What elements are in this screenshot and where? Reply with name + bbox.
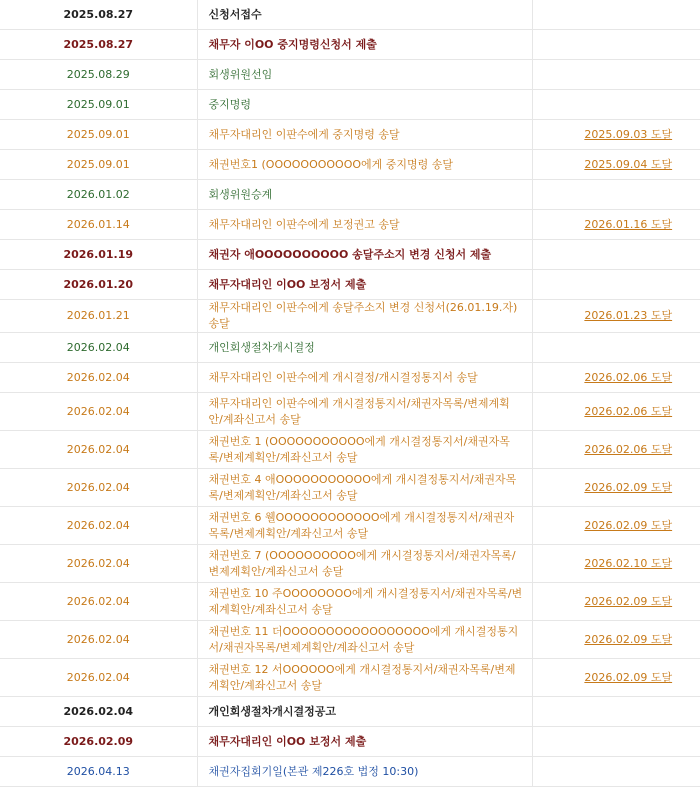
row-status-cell — [532, 150, 700, 180]
row-description: 신청서접수 — [197, 0, 532, 30]
table-row — [0, 697, 700, 727]
row-description: 채권번호1 (OOOOOOOOOOO에게 중지명령 송달 — [197, 150, 532, 180]
row-date: 2026.02.04 — [0, 469, 197, 507]
row-description: 채권번호 4 애OOOOOOOOOOO에게 개시결정통지서/채권자목록/변제계획안/계좌신고서 송달 — [197, 469, 532, 507]
table-row — [0, 545, 700, 583]
row-status-cell — [532, 469, 700, 507]
row-description: 채권번호 7 (OOOOOOOOOO에게 개시결정통지서/채권자목록/변제계획안/계좌신고서 송달 — [197, 545, 532, 583]
table-row — [0, 300, 700, 333]
row-description: 회생위원선임 — [197, 60, 532, 90]
row-status-cell — [532, 333, 700, 363]
row-date: 2026.02.09 — [0, 727, 197, 757]
row-description: 채무자대리인 이판수에게 중지명령 송달 — [197, 120, 532, 150]
delivery-status-link[interactable]: 2026.02.06 도달 — [584, 442, 673, 456]
row-status-cell — [532, 210, 700, 240]
row-status-cell — [532, 727, 700, 757]
table-row — [0, 120, 700, 150]
delivery-status-link[interactable]: 2026.01.23 도달 — [584, 309, 673, 322]
row-status-cell — [532, 621, 700, 659]
row-description: 채무자 이OO 중지명령신청서 제출 — [197, 30, 532, 60]
table-row — [0, 583, 700, 621]
table-row — [0, 659, 700, 697]
delivery-status-link[interactable]: 2026.02.09 도달 — [584, 518, 673, 532]
row-date: 2026.02.04 — [0, 545, 197, 583]
row-description: 채권번호 1 (OOOOOOOOOOO에게 개시결정통지서/채권자목록/변제계획안/계좌신고서 송달 — [197, 431, 532, 469]
table-row — [0, 0, 700, 30]
row-description: 개인회생절차개시결정공고 — [197, 697, 532, 727]
row-date: 2025.09.01 — [0, 90, 197, 120]
row-date: 2026.02.04 — [0, 431, 197, 469]
row-date: 2025.08.27 — [0, 0, 197, 30]
delivery-status-link[interactable]: 2026.02.09 도달 — [584, 594, 673, 608]
table-row — [0, 727, 700, 757]
delivery-status-link[interactable]: 2026.02.09 도달 — [584, 670, 673, 684]
table-row — [0, 60, 700, 90]
delivery-status-link[interactable]: 2025.09.03 도달 — [584, 127, 673, 141]
row-description: 채무자대리인 이판수에게 보정권고 송달 — [197, 210, 532, 240]
table-row — [0, 757, 700, 787]
row-status-cell — [532, 180, 700, 210]
row-date: 2026.04.13 — [0, 757, 197, 787]
row-status-cell — [532, 393, 700, 431]
row-date: 2026.02.04 — [0, 659, 197, 697]
row-description: 채무자대리인 이OO 보정서 제출 — [197, 270, 532, 300]
row-date: 2025.09.01 — [0, 120, 197, 150]
row-date: 2026.01.21 — [0, 300, 197, 333]
table-row — [0, 240, 700, 270]
row-status-cell — [532, 431, 700, 469]
table-row — [0, 210, 700, 240]
row-description: 채무자대리인 이OO 보정서 제출 — [197, 727, 532, 757]
row-status-cell — [532, 90, 700, 120]
row-date: 2026.02.04 — [0, 507, 197, 545]
row-date: 2026.02.04 — [0, 363, 197, 393]
row-date: 2026.02.04 — [0, 333, 197, 363]
table-row — [0, 30, 700, 60]
row-status-cell — [532, 0, 700, 30]
row-description: 채권번호 10 주OOOOOOOO에게 개시결정통지서/채권자목록/변제계획안/계좌신고서 송달 — [197, 583, 532, 621]
row-date: 2026.01.02 — [0, 180, 197, 210]
delivery-status-link[interactable]: 2026.02.09 도달 — [584, 480, 673, 494]
row-date: 2026.01.19 — [0, 240, 197, 270]
row-status-cell — [532, 757, 700, 787]
row-description: 채무자대리인 이판수에게 개시결정통지서/채권자목록/변제계획안/계좌신고서 송달 — [197, 393, 532, 431]
row-status-cell — [532, 659, 700, 697]
row-status-cell — [532, 30, 700, 60]
table-row — [0, 180, 700, 210]
table-row — [0, 333, 700, 363]
row-description: 회생위원승계 — [197, 180, 532, 210]
delivery-status-link[interactable]: 2026.02.09 도달 — [584, 632, 673, 646]
row-date: 2025.09.01 — [0, 150, 197, 180]
row-description: 채무자대리인 이판수에게 송달주소지 변경 신청서(26.01.19.자) 송달 — [197, 300, 532, 333]
row-status-cell — [532, 120, 700, 150]
row-date: 2026.02.04 — [0, 697, 197, 727]
row-description: 채권번호 6 웰OOOOOOOOOOOO에게 개시결정통지서/채권자목록/변제계획안/계좌신고서 송달 — [197, 507, 532, 545]
row-description: 중지명령 — [197, 90, 532, 120]
table-row — [0, 393, 700, 431]
table-row — [0, 507, 700, 545]
row-description: 채권번호 11 더OOOOOOOOOOOOOOOOO에게 개시결정통지서/채권자목록/변제계획안/계좌신고서 송달 — [197, 621, 532, 659]
row-date: 2025.08.27 — [0, 30, 197, 60]
row-date: 2026.02.04 — [0, 583, 197, 621]
delivery-status-link[interactable]: 2026.02.06 도달 — [584, 370, 673, 384]
row-status-cell — [532, 697, 700, 727]
row-date: 2026.02.04 — [0, 621, 197, 659]
delivery-status-link[interactable]: 2026.02.06 도달 — [584, 404, 673, 418]
table-row — [0, 469, 700, 507]
delivery-status-link[interactable]: 2025.09.04 도달 — [584, 157, 673, 171]
row-status-cell — [532, 583, 700, 621]
table-row — [0, 621, 700, 659]
row-date: 2026.02.04 — [0, 393, 197, 431]
row-status-cell — [532, 300, 700, 333]
table-row — [0, 363, 700, 393]
row-status-cell — [532, 507, 700, 545]
table-row — [0, 270, 700, 300]
table-row — [0, 431, 700, 469]
row-description: 채권번호 12 서OOOOOO에게 개시결정통지서/채권자목록/변제계획안/계좌신고서 송달 — [197, 659, 532, 697]
row-status-cell — [532, 270, 700, 300]
delivery-status-link[interactable]: 2026.01.16 도달 — [584, 217, 673, 231]
row-status-cell — [532, 60, 700, 90]
table-row — [0, 90, 700, 120]
row-status-cell — [532, 240, 700, 270]
table-row — [0, 150, 700, 180]
row-status-cell — [532, 545, 700, 583]
delivery-status-link[interactable]: 2026.02.10 도달 — [584, 556, 673, 570]
row-date: 2025.08.29 — [0, 60, 197, 90]
row-description: 채권자집회기일(본관 제226호 법정 10:30) — [197, 757, 532, 787]
row-date: 2026.01.14 — [0, 210, 197, 240]
row-description: 채권자 애OOOOOOOOOO 송달주소지 변경 신청서 제출 — [197, 240, 532, 270]
row-status-cell — [532, 363, 700, 393]
row-description: 개인회생절차개시결정 — [197, 333, 532, 363]
row-description: 채무자대리인 이판수에게 개시결정/개시결정통지서 송달 — [197, 363, 532, 393]
row-date: 2026.01.20 — [0, 270, 197, 300]
